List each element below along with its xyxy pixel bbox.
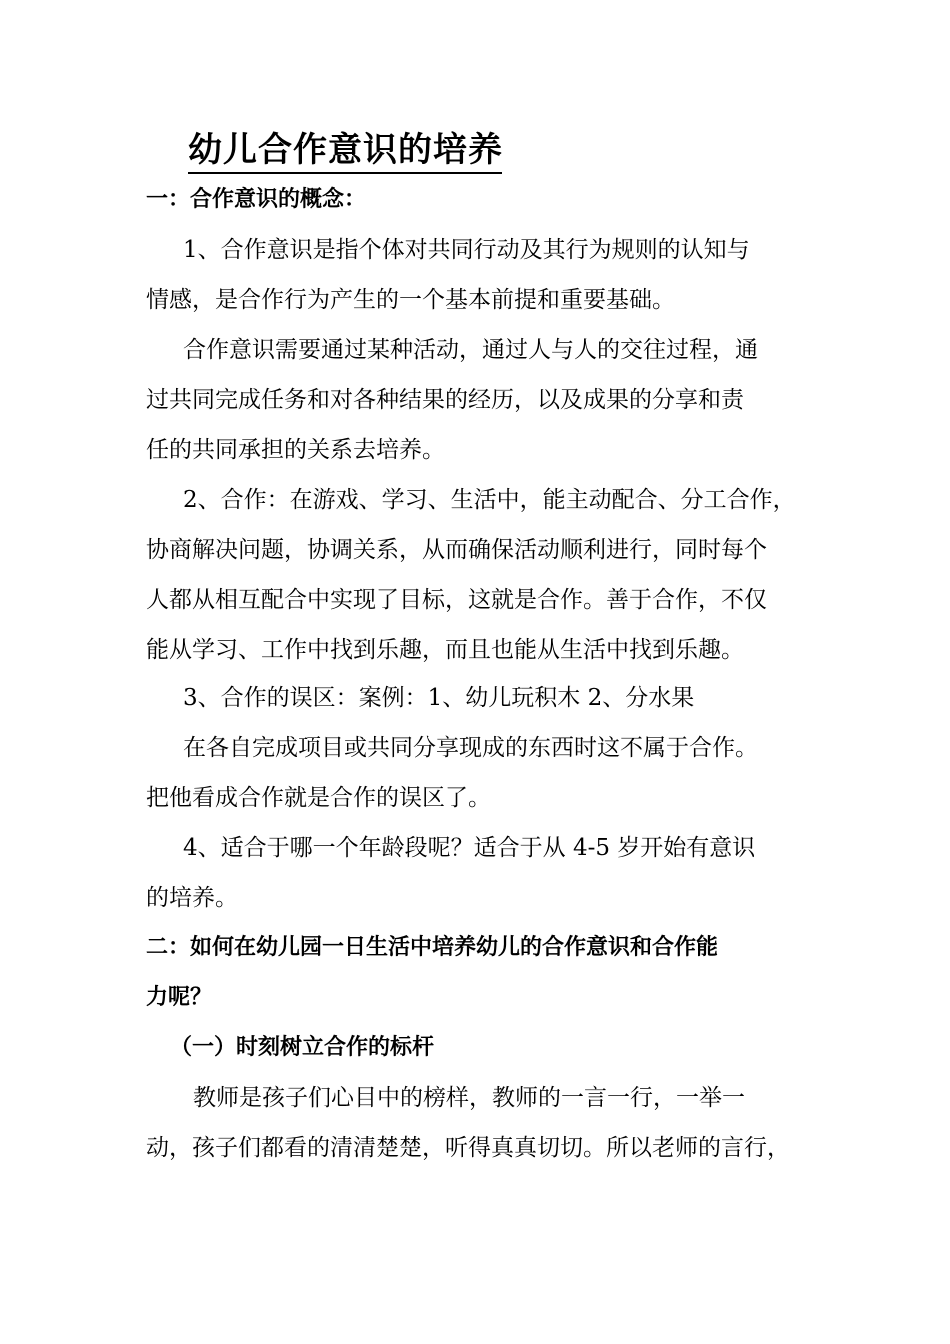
paragraph-line: 的培养。 xyxy=(146,885,238,911)
paragraph-line: 2、合作：在游戏、学习、生活中，能主动配合、分工合作， xyxy=(183,487,796,513)
paragraph-line: 人都从相互配合中实现了目标，这就是合作。善于合作，不仅 xyxy=(146,587,767,613)
paragraph-line: 任的共同承担的关系去培养。 xyxy=(146,437,445,463)
paragraph-line: 在各自完成项目或共同分享现成的东西时这不属于合作。 xyxy=(183,735,758,761)
paragraph-line: 1、合作意识是指个体对共同行动及其行为规则的认知与 xyxy=(183,237,750,263)
paragraph-line: 协商解决问题，协调关系，从而确保活动顺利进行，同时每个 xyxy=(146,537,767,563)
paragraph-line: 合作意识需要通过某种活动，通过人与人的交往过程，通 xyxy=(183,337,758,363)
paragraph-line: 情感，是合作行为产生的一个基本前提和重要基础。 xyxy=(146,287,675,313)
title-underline xyxy=(188,172,502,174)
paragraph-line: 过共同完成任务和对各种结果的经历，以及成果的分享和责 xyxy=(146,387,744,413)
paragraph-line: 4、适合于哪一个年龄段呢？适合于从 4-5 岁开始有意识 xyxy=(183,835,756,861)
section-heading-2: 二：如何在幼儿园一日生活中培养幼儿的合作意识和合作能 xyxy=(146,935,719,960)
paragraph-line: 动，孩子们都看的清清楚楚，听得真真切切。所以老师的言行， xyxy=(146,1135,790,1161)
paragraph-line: 3、合作的误区：案例：1、幼儿玩积木 2、分水果 xyxy=(183,685,695,711)
section-heading-2-cont: 力呢？ xyxy=(146,985,213,1010)
paragraph-line: 教师是孩子们心目中的榜样，教师的一言一行，一举一 xyxy=(193,1085,745,1111)
paragraph-line: 能从学习、工作中找到乐趣，而且也能从生活中找到乐趣。 xyxy=(146,637,744,663)
document-title: 幼儿合作意识的培养 xyxy=(188,130,503,170)
section-heading-1: 一：合作意识的概念： xyxy=(146,187,367,212)
paragraph-line: 把他看成合作就是合作的误区了。 xyxy=(146,785,491,811)
subsection-heading: （一）时刻树立合作的标杆 xyxy=(170,1035,435,1060)
